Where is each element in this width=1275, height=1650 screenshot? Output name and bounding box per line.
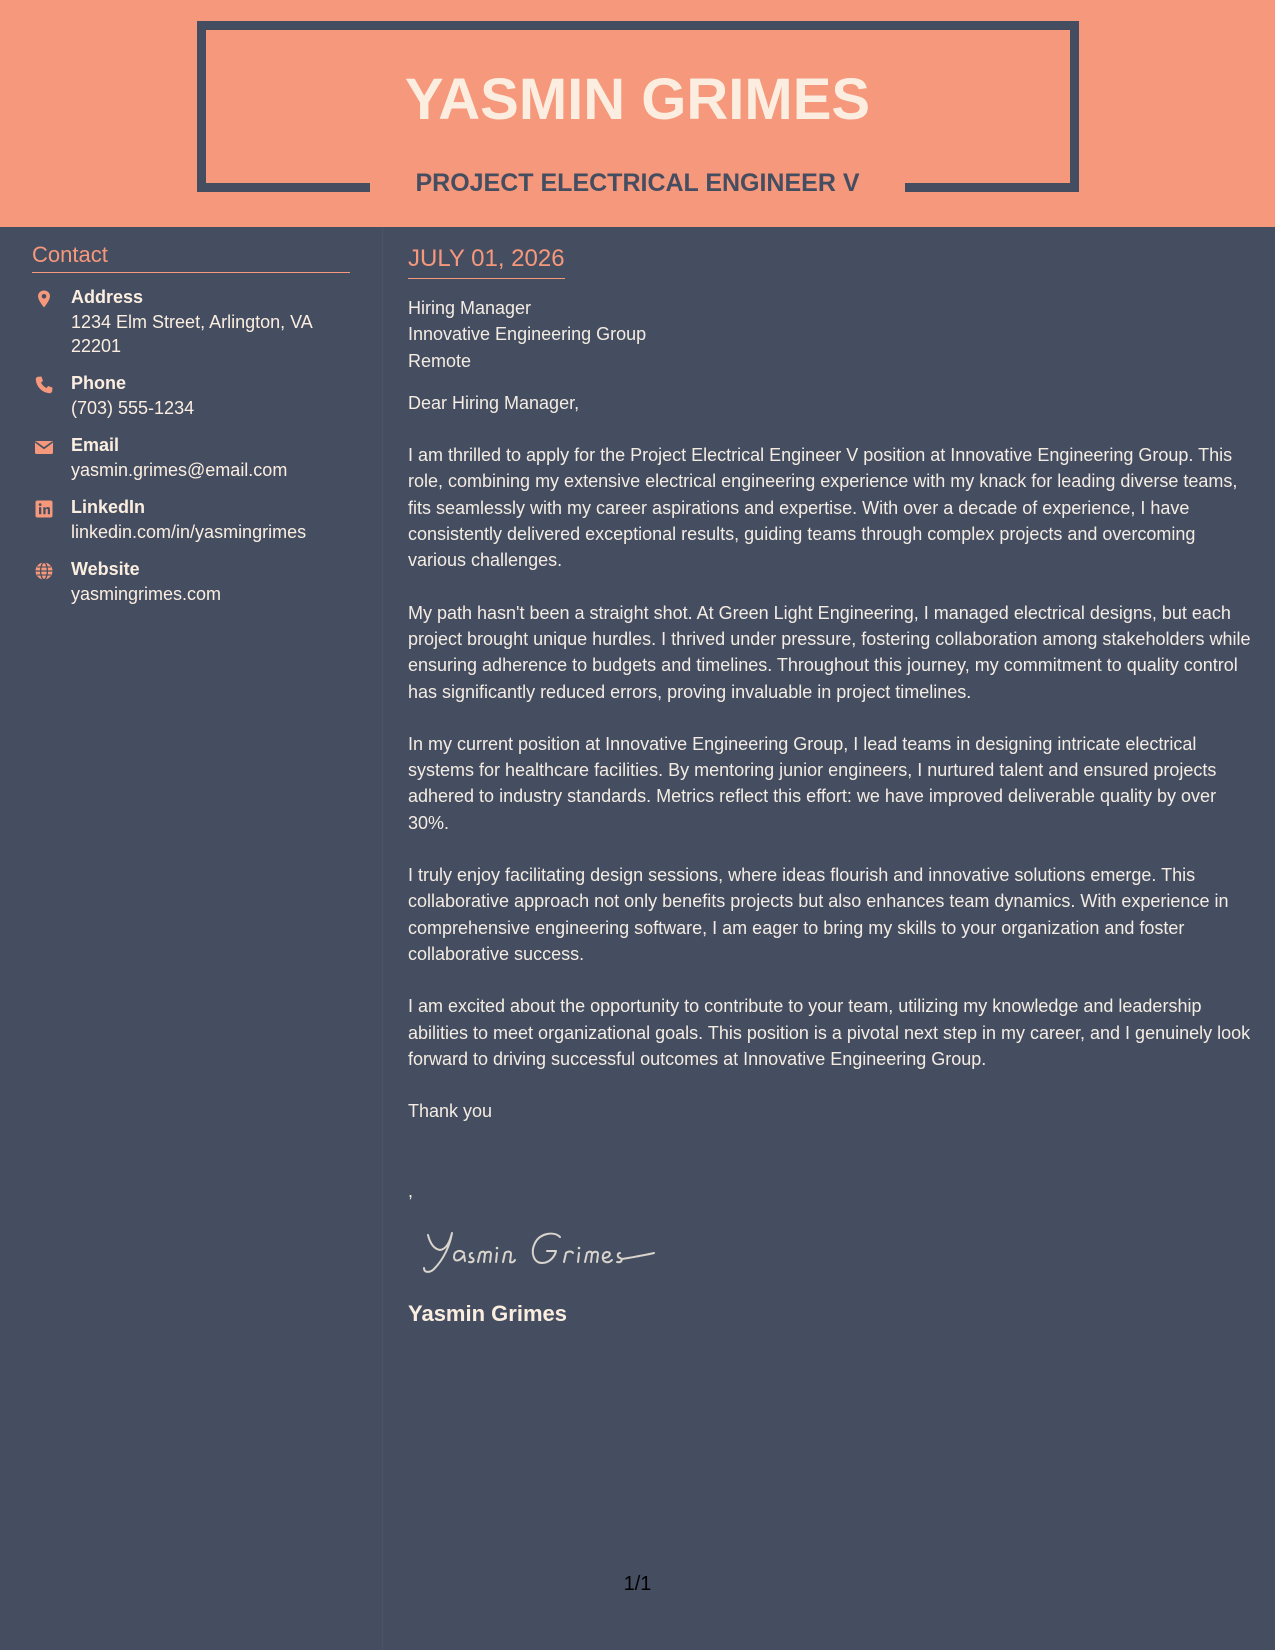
map-pin-icon <box>34 289 54 309</box>
contact-label: Phone <box>71 373 127 393</box>
paragraph: I truly enjoy facilitating design sessions, where ideas flourish and innovative solutions emerge. This collaborative approach not only benefits projects but also enhances team dynamics. With experience in comprehensive engineering software, I am eager to bring my skills to your organization and foster collaborative success. <box>408 865 1229 964</box>
paragraph: I am thrilled to apply for the Project Electrical Engineer V position at Innovative Engineering Group. This role, combining my extensive electrical engineering experience with my knack for leading diverse teams, fits seamlessly with my career aspirations and expertise. With over a decade of experience, I have consistently delivered exceptional results, guiding teams through complex projects and overcoming various challenges. <box>408 445 1238 571</box>
contact-heading: Contact <box>32 240 350 273</box>
job-title: PROJECT ELECTRICAL ENGINEER V <box>415 169 860 197</box>
sidebar-divider <box>382 227 383 1650</box>
page-number: 1/1 <box>623 1573 652 1595</box>
linkedin-icon <box>34 499 54 519</box>
signer-name: Yasmin Grimes <box>408 1300 567 1326</box>
contact-label: Website <box>71 559 140 579</box>
recipient-company: Innovative Engineering Group <box>408 324 647 345</box>
recipient-block <box>408 295 1253 374</box>
signature <box>414 1223 674 1279</box>
globe-icon <box>34 561 54 581</box>
contact-value: yasmingrimes.com <box>71 584 222 604</box>
contact-label: LinkedIn <box>71 497 146 517</box>
contact-value: yasmin.grimes@email.com <box>71 460 288 480</box>
letter-body <box>408 242 1253 1329</box>
contact-item-website <box>32 557 350 606</box>
paragraph: In my current position at Innovative Engineering Group, I lead teams in designing intricate electrical systems for healthcare facilities. By mentoring junior engineers, I nurtured talent and ensured projects adhered to industry standards. Metrics reflect this effort: we have improved deliverable quality by over 30%. <box>408 733 1217 833</box>
contact-item-phone <box>32 371 350 420</box>
closing: Thank you <box>408 1101 493 1122</box>
envelope-icon <box>34 437 54 457</box>
paragraph: I am excited about the opportunity to contribute to your team, utilizing my knowledge and leadership abilities to meet organizational goals. This position is a pivotal next step in my career, and I genuinely look forward to driving successful outcomes at Innovative Engineering Group. <box>408 996 1251 1069</box>
contact-value: (703) 555-1234 <box>71 398 195 418</box>
contact-label: Email <box>71 435 120 455</box>
salutation: Dear Hiring Manager, <box>408 392 580 413</box>
contact-item-address <box>32 285 350 358</box>
contact-item-linkedin <box>32 495 350 544</box>
contact-list <box>32 285 350 619</box>
recipient-location: Remote <box>408 350 472 371</box>
contact-value: 1234 Elm Street, Arlington, VA 22201 <box>71 312 312 356</box>
contact-value: linkedin.com/in/yasmingrimes <box>71 522 307 542</box>
phone-icon <box>34 375 54 395</box>
contact-label: Address <box>71 287 144 307</box>
letter-date: JULY 01, 2026 <box>408 242 565 279</box>
recipient-title: Hiring Manager <box>408 298 532 318</box>
closing-comma: , <box>408 1181 414 1202</box>
applicant-name: YASMIN GRIMES <box>404 67 871 132</box>
header-banner <box>0 0 1275 227</box>
contact-item-email <box>32 433 350 482</box>
paragraph: My path hasn't been a straight shot. At Green Light Engineering, I managed electrical designs, but each project brought unique hurdles. I thrived under pressure, fostering collaboration among stakeholders while ensuring adherence to budgets and timelines. Throughout this journey, my commitment to quality control has significantly reduced errors, proving invaluable in project timelines. <box>408 602 1251 702</box>
